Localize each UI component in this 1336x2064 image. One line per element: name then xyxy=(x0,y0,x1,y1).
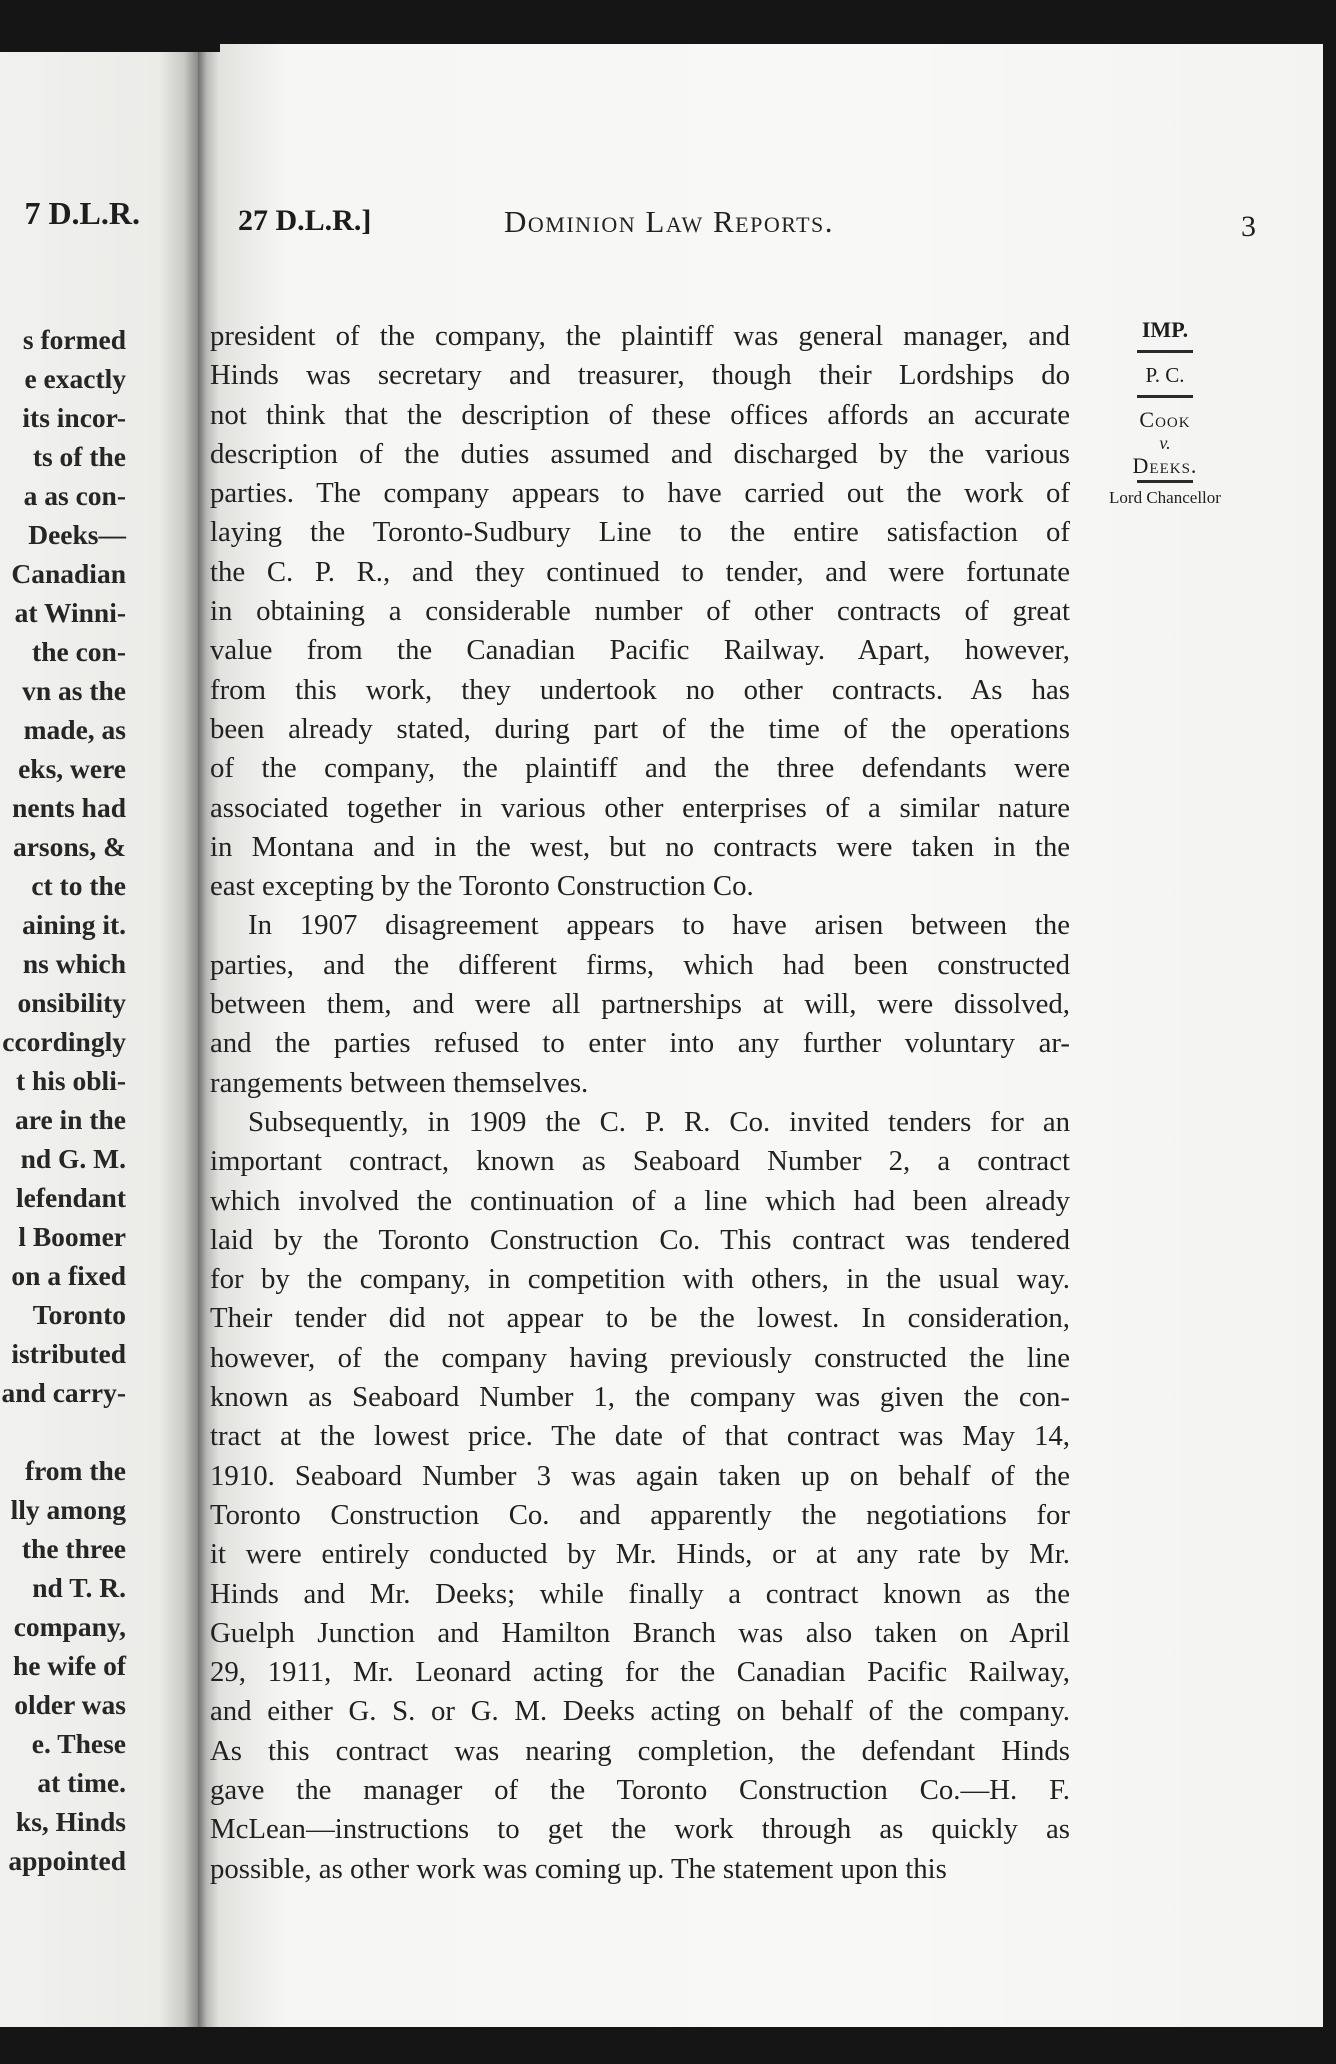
note-rule xyxy=(1137,480,1193,483)
left-text-line: ct to the xyxy=(31,870,126,901)
left-text-line: the con- xyxy=(32,636,126,667)
text-line: however, of the company having previously constructed the line xyxy=(210,1341,1070,1374)
body-text xyxy=(210,317,1070,1889)
left-text-line: e. These xyxy=(31,1728,126,1759)
journal-title: Dominion Law Reports. xyxy=(504,204,834,239)
text-line: known as Seaboard Number 1, the company was given the con- xyxy=(210,1381,1070,1414)
text-line: rangements between themselves. xyxy=(210,1066,589,1099)
current-page xyxy=(210,44,1323,2027)
court-note: IMP. xyxy=(1141,317,1189,342)
text-line: of the company, the plaintiff and the three defendants were xyxy=(210,752,1070,785)
left-text-line: vn as the xyxy=(22,675,126,706)
text-line: Subsequently, in 1909 the C. P. R. Co. invited tenders for an xyxy=(248,1105,1070,1138)
text-line: possible, as other work was coming up. The statement upon this xyxy=(210,1852,947,1885)
text-line: laid by the Toronto Construction Co. This contract was tendered xyxy=(210,1223,1070,1256)
page-number: 3 xyxy=(1241,210,1256,243)
left-text-line: are in the xyxy=(14,1104,126,1135)
text-line: value from the Canadian Pacific Railway. Apart, however, xyxy=(210,634,1070,667)
left-text-line: l Boomer xyxy=(18,1221,126,1252)
division-note: P. C. xyxy=(1145,363,1185,387)
left-text-line: ts of the xyxy=(32,441,126,472)
left-text-line: lefendant xyxy=(16,1182,126,1213)
text-line: associated together in various other enterprises of a similar nature xyxy=(210,791,1070,824)
left-text-line: Toronto xyxy=(32,1299,126,1330)
text-line: parties, and the different firms, which had been constructed xyxy=(210,948,1070,981)
text-line: In 1907 disagreement appears to have arisen between the xyxy=(248,909,1070,942)
text-line: not think that the description of these offices affords an accurate xyxy=(210,398,1070,431)
left-text-line: appointed xyxy=(8,1845,126,1876)
left-text-line: its incor- xyxy=(22,402,126,433)
left-text-line: and carry- xyxy=(1,1377,126,1408)
text-line: and either G. S. or G. M. Deeks acting on behalf of the company. xyxy=(210,1695,1070,1728)
party-one-note: Cook xyxy=(1139,407,1191,432)
left-text-line: eks, were xyxy=(18,753,126,784)
left-text-line: company, xyxy=(13,1611,126,1642)
left-text-line: istributed xyxy=(11,1338,126,1369)
text-line: and the parties refused to enter into any further voluntary ar- xyxy=(210,1027,1070,1060)
versus-note: v. xyxy=(1159,433,1171,453)
previous-page xyxy=(0,52,198,2027)
left-text-line: from the xyxy=(24,1455,126,1486)
left-text-line xyxy=(2,1412,127,1451)
text-line: for by the company, in competition with others, in the usual way. xyxy=(210,1263,1070,1296)
text-line: Their tender did not appear to be the lowest. In consideration, xyxy=(210,1302,1070,1335)
text-line: parties. The company appears to have carried out the work of xyxy=(210,477,1070,510)
left-text-line: made, as xyxy=(23,714,126,745)
marginal-notes xyxy=(1085,316,1245,511)
left-running-head: 7 D.L.R. xyxy=(24,195,140,231)
left-text-line: older was xyxy=(14,1689,126,1720)
text-line: in obtaining a considerable number of other contracts of great xyxy=(210,595,1070,628)
left-text-line: ccordingly xyxy=(2,1026,126,1057)
left-text-line: ks, Hinds xyxy=(15,1806,126,1837)
left-text-line: at time. xyxy=(37,1767,126,1798)
text-line: president of the company, the plaintiff was general manager, and xyxy=(210,320,1070,352)
text-line: from this work, they undertook no other contracts. As has xyxy=(210,673,1070,706)
text-line: laying the Toronto-Sudbury Line to the entire satisfaction of xyxy=(210,516,1070,549)
text-line: tract at the lowest price. The date of that contract was May 14, xyxy=(210,1420,1070,1453)
left-text-line: ns which xyxy=(22,948,126,979)
text-line: Hinds was secretary and treasurer, though their Lordships do xyxy=(210,359,1070,392)
text-line: Guelph Junction and Hamilton Branch was also taken on April xyxy=(210,1616,1070,1649)
left-text-line: aining it. xyxy=(22,909,126,940)
text-line: east excepting by the Toronto Construction Co. xyxy=(210,870,754,903)
left-text-line: at Winni- xyxy=(14,597,126,628)
left-text-line: he wife of xyxy=(12,1650,126,1681)
left-text-line: a as con- xyxy=(23,480,126,511)
left-text-line: lly among xyxy=(10,1494,126,1525)
text-line: the C. P. R., and they continued to tender, and were fortunate xyxy=(210,555,1070,588)
text-line: which involved the continuation of a line which had been already xyxy=(210,1184,1070,1217)
text-line: Hinds and Mr. Deeks; while finally a contract known as the xyxy=(210,1577,1070,1610)
left-text-line: nd T. R. xyxy=(32,1572,126,1603)
text-line: description of the duties assumed and discharged by the various xyxy=(210,437,1070,470)
left-text-line: s formed xyxy=(22,324,126,355)
left-text-line: nd G. M. xyxy=(20,1143,126,1174)
text-line: Toronto Construction Co. and apparently the negotiations for xyxy=(210,1498,1070,1531)
text-line: 1910. Seaboard Number 3 was again taken up on behalf of the xyxy=(210,1459,1070,1492)
text-line: McLean—instructions to get the work through as quickly as xyxy=(210,1813,1070,1846)
left-text-line: on a fixed xyxy=(11,1260,126,1291)
text-line: between them, and were all partnerships at will, were dissolved, xyxy=(210,988,1070,1021)
left-text-line: arsons, & xyxy=(12,831,126,862)
text-line: 29, 1911, Mr. Leonard acting for the Canadian Pacific Railway, xyxy=(210,1656,1070,1689)
left-text-line: Canadian xyxy=(11,558,126,589)
text-line: gave the manager of the Toronto Construction Co.—H. F. xyxy=(210,1773,1070,1806)
left-text-line: e exactly xyxy=(24,363,126,394)
text-line: it were entirely conducted by Mr. Hinds, or at any rate by Mr. xyxy=(210,1538,1070,1571)
text-line: been already stated, during part of the time of the operations xyxy=(210,712,1070,745)
note-rule xyxy=(1137,395,1193,398)
text-line: important contract, known as Seaboard Number 2, a contract xyxy=(210,1145,1070,1178)
left-page-text xyxy=(2,320,127,1880)
party-two-note: Deeks. xyxy=(1132,453,1198,478)
text-line: As this contract was nearing completion, the defendant Hinds xyxy=(210,1734,1070,1767)
judge-note: Lord Chancellor xyxy=(1109,488,1221,507)
left-text-line: t his obli- xyxy=(15,1065,126,1096)
text-line: in Montana and in the west, but no contracts were taken in the xyxy=(210,830,1070,863)
running-head xyxy=(238,204,1256,248)
left-text-line: Deeks— xyxy=(28,519,126,550)
volume-reference: 27 D.L.R.] xyxy=(238,204,372,237)
note-rule xyxy=(1137,350,1193,353)
left-text-line: the three xyxy=(21,1533,126,1564)
left-text-line: onsibility xyxy=(17,987,126,1018)
left-text-line: nents had xyxy=(12,792,126,823)
